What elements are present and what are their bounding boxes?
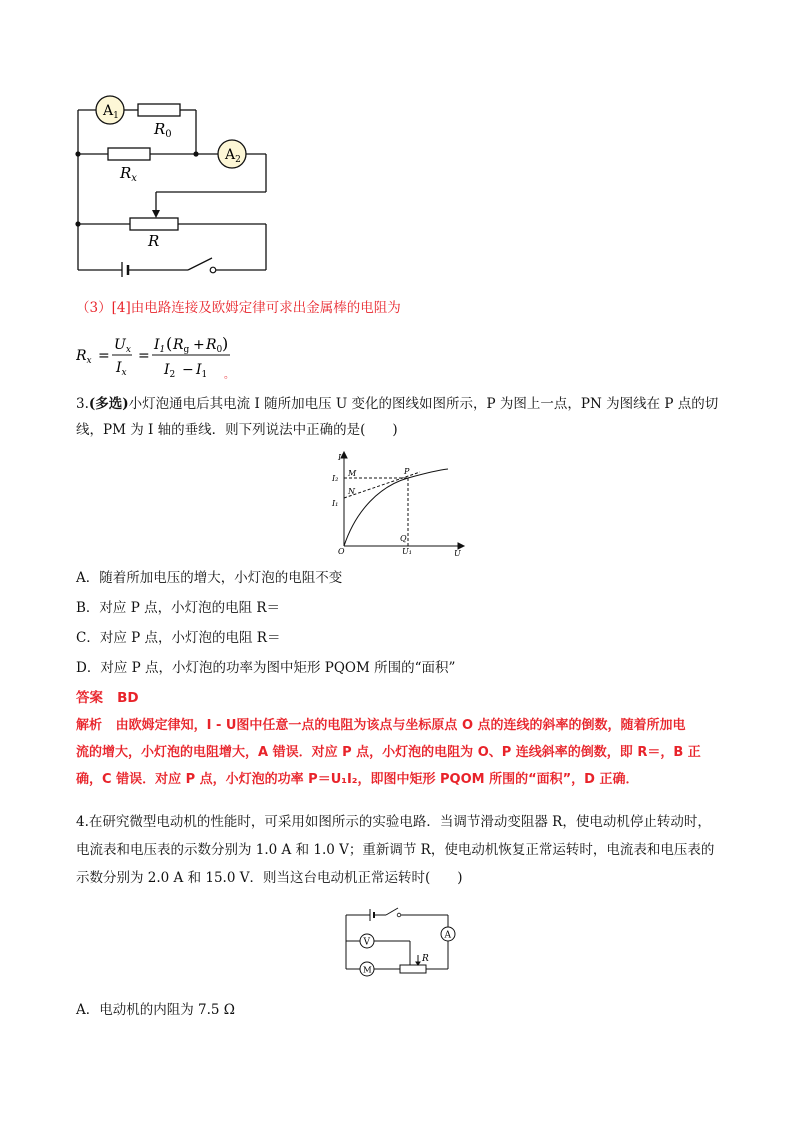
iu-graph <box>330 448 470 558</box>
question-4-line2: 电流表和电压表的示数分别为 1.0 A 和 1.0 V；重新调节 R，使电动机恢复正常运转时，电流表和电压表的 <box>76 842 715 858</box>
option-3d: D．对应 P 点，小灯泡的功率为图中矩形 PQOM 所围的“面积” <box>76 660 456 676</box>
analysis-line1: 解析 由欧姆定律知，I - U图中任意一点的电阻为该点与坐标原点 O 点的连线的斜率的倒数，随着所加电 <box>76 718 686 733</box>
svg-text:=: = <box>138 348 150 364</box>
svg-text:R0: $R_0$ <box>206 337 223 355</box>
circuit-diagram-1 <box>70 92 280 277</box>
resistance-formula <box>76 330 376 380</box>
question-4-line1: 4.在研究微型电动机的性能时，可采用如图所示的实验电路．当调节滑动变阻器 R，使电动机停止转动时， <box>76 814 711 830</box>
svg-text:Rx: $R_x$ <box>76 348 92 366</box>
svg-text:O: O <box>338 547 345 556</box>
svg-text:I₂: I₂ <box>332 474 339 483</box>
option-4a: A．电动机的内阻为 7.5 Ω <box>76 1002 235 1018</box>
svg-text:): ) <box>222 334 229 353</box>
svg-text:。: 。 <box>224 370 234 380</box>
svg-text:I₁: I₁ <box>332 499 339 508</box>
svg-text:Rg: $R_g$ <box>173 337 190 355</box>
svg-text:Ux: $U_x$ <box>114 337 131 355</box>
option-3a: A．随着所加电压的增大，小灯泡的电阻不变 <box>76 570 343 586</box>
svg-text:−: − <box>182 362 194 378</box>
step3-text: （3）[4]由电路连接及欧姆定律可求出金属棒的电阻为 <box>76 300 401 316</box>
svg-text:I1: $I_1$ <box>196 362 208 380</box>
option-3c: C．对应 P 点，小灯泡的电阻 R＝ <box>76 630 281 646</box>
svg-text:A: A <box>444 930 451 941</box>
question-3-line1: 3.(多选)小灯泡通电后其电流 I 随所加电压 U 变化的图线如图所示，P 为图上一点，PN 为图线在 P 点的切 <box>76 396 719 412</box>
label-r0: $R_0$ <box>154 120 172 140</box>
svg-text:=: = <box>98 348 110 364</box>
svg-text:U₁: U₁ <box>402 547 412 556</box>
svg-text:M: M <box>348 469 357 478</box>
svg-text:I2: $I_2$ <box>164 362 176 380</box>
svg-text:R: R <box>422 954 429 964</box>
ammeter-a1-icon <box>96 96 124 124</box>
analysis-line2: 流的增大，小灯泡的电阻增大，A 错误．对应 P 点，小灯泡的电阻为 O、P 连线斜率的倒数，即 R＝，B 正 <box>76 745 701 760</box>
svg-text:N: N <box>348 487 355 496</box>
label-rx: $R_x$ <box>120 164 137 184</box>
svg-text:I: I <box>338 453 342 462</box>
svg-text:V: V <box>363 937 370 948</box>
question-3-line2: 线，PM 为 I 轴的垂线．则下列说法中正确的是( ) <box>76 422 398 438</box>
svg-text:+: + <box>193 337 205 353</box>
svg-text:Ix: $I_x$ <box>116 360 127 378</box>
label-r: R <box>148 232 160 250</box>
svg-text:P: P <box>404 467 410 476</box>
circuit-diagram-2 <box>340 905 465 977</box>
option-3b: B．对应 P 点，小灯泡的电阻 R＝ <box>76 600 281 616</box>
svg-text:M: M <box>363 965 372 976</box>
svg-text:U: U <box>454 549 461 558</box>
svg-text:Q: Q <box>400 534 407 543</box>
answer-line: 答案 BD <box>76 690 139 706</box>
svg-text:I1: $I_1$ <box>154 337 166 355</box>
ammeter-a2-icon <box>218 140 246 168</box>
svg-text:(: ( <box>166 334 173 353</box>
analysis-line3: 确，C 错误．对应 P 点，小灯泡的功率 P＝U₁I₂，即图中矩形 PQOM 所围的“面积”，D 正确． <box>76 772 639 787</box>
svg-text:A2: $A_2$ <box>225 147 241 165</box>
question-4-line3: 示数分别为 2.0 A 和 15.0 V．则当这台电动机正常运转时( ) <box>76 870 463 886</box>
svg-text:A1: $A_1$ <box>103 103 119 121</box>
